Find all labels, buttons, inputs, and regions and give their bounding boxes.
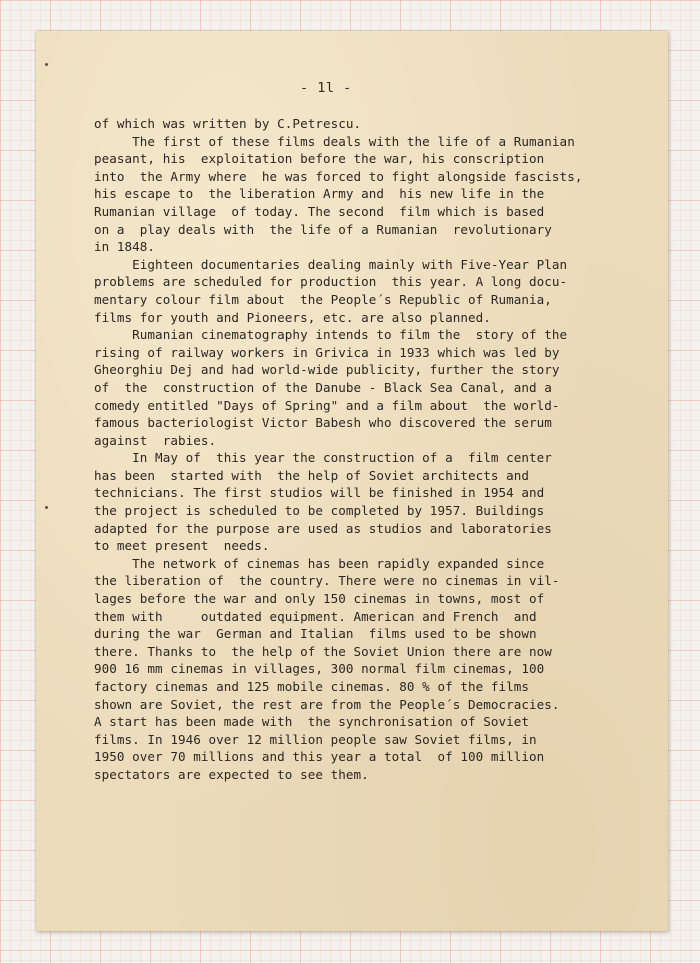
text-line: technicians. The first studios will be finished in 1954 and xyxy=(94,485,545,501)
text-line: 900 16 mm cinemas in villages, 300 normal film cinemas, 100 xyxy=(94,661,545,677)
text-line: problems are scheduled for production this year. A long docu- xyxy=(94,274,568,290)
text-line: adapted for the purpose are used as studios and laboratories xyxy=(94,520,552,536)
text-line: Gheorghiu Dej and had world-wide publicity, further the story xyxy=(94,362,560,378)
text-line: during the war German and Italian films used to be shown xyxy=(94,626,537,642)
punch-mark xyxy=(45,63,48,66)
text-line: peasant, his exploitation before the war, his conscription xyxy=(94,151,545,167)
text-line: the liberation of the country. There were no cinemas in vil- xyxy=(94,573,560,589)
text-line: The first of these films deals with the life of a Rumanian xyxy=(94,133,575,149)
page-number: - 1l - xyxy=(300,80,352,96)
text-line: 1950 over 70 millions and this year a total of 100 million xyxy=(94,749,545,765)
text-line: in 1848. xyxy=(94,239,156,255)
text-line: lages before the war and only 150 cinemas in towns, most of xyxy=(94,591,545,607)
text-line: against rabies. xyxy=(94,432,217,448)
text-line: Eighteen documentaries dealing mainly with Five-Year Plan xyxy=(94,256,568,272)
text-line: films for youth and Pioneers, etc. are also planned. xyxy=(94,309,491,325)
text-line: Rumanian village of today. The second film which is based xyxy=(94,203,545,219)
text-line: famous bacteriologist Victor Babesh who discovered the serum xyxy=(94,415,552,431)
text-line: his escape to the liberation Army and his new life in the xyxy=(94,186,545,202)
text-line: A start has been made with the synchronisation of Soviet xyxy=(94,714,530,730)
text-line: rising of railway workers in Grivica in 1933 which was led by xyxy=(94,344,560,360)
text-line: the project is scheduled to be completed by 1957. Buildings xyxy=(94,503,545,519)
text-line: shown are Soviet, the rest are from the People´s Democracies. xyxy=(94,696,560,712)
text-line: of which was written by C.Petrescu. xyxy=(94,116,362,131)
text-line: to meet present needs. xyxy=(94,538,270,554)
text-line: on a play deals with the life of a Rumanian revolutionary xyxy=(94,221,552,237)
punch-mark xyxy=(45,506,48,509)
text-line: The network of cinemas has been rapidly expanded since xyxy=(94,555,545,571)
text-line: In May of this year the construction of a film center xyxy=(94,450,552,466)
text-line: comedy entitled "Days of Spring" and a film about the world- xyxy=(94,397,560,413)
text-line: has been started with the help of Soviet architects and xyxy=(94,467,530,483)
typed-text-body xyxy=(94,115,614,784)
text-line: films. In 1946 over 12 million people saw Soviet films, in xyxy=(94,731,537,747)
text-line: Rumanian cinematography intends to film the story of the xyxy=(94,327,568,343)
text-line: there. Thanks to the help of the Soviet Union there are now xyxy=(94,643,552,659)
text-line: mentary colour film about the People´s Republic of Rumania, xyxy=(94,291,552,307)
text-line: into the Army where he was forced to fight alongside fascists, xyxy=(94,168,583,184)
text-line: spectators are expected to see them. xyxy=(94,766,369,782)
text-line: of the construction of the Danube - Black Sea Canal, and a xyxy=(94,379,552,395)
text-line: them with outdated equipment. American and French and xyxy=(94,608,537,624)
text-line: factory cinemas and 125 mobile cinemas. 80 % of the films xyxy=(94,679,530,694)
